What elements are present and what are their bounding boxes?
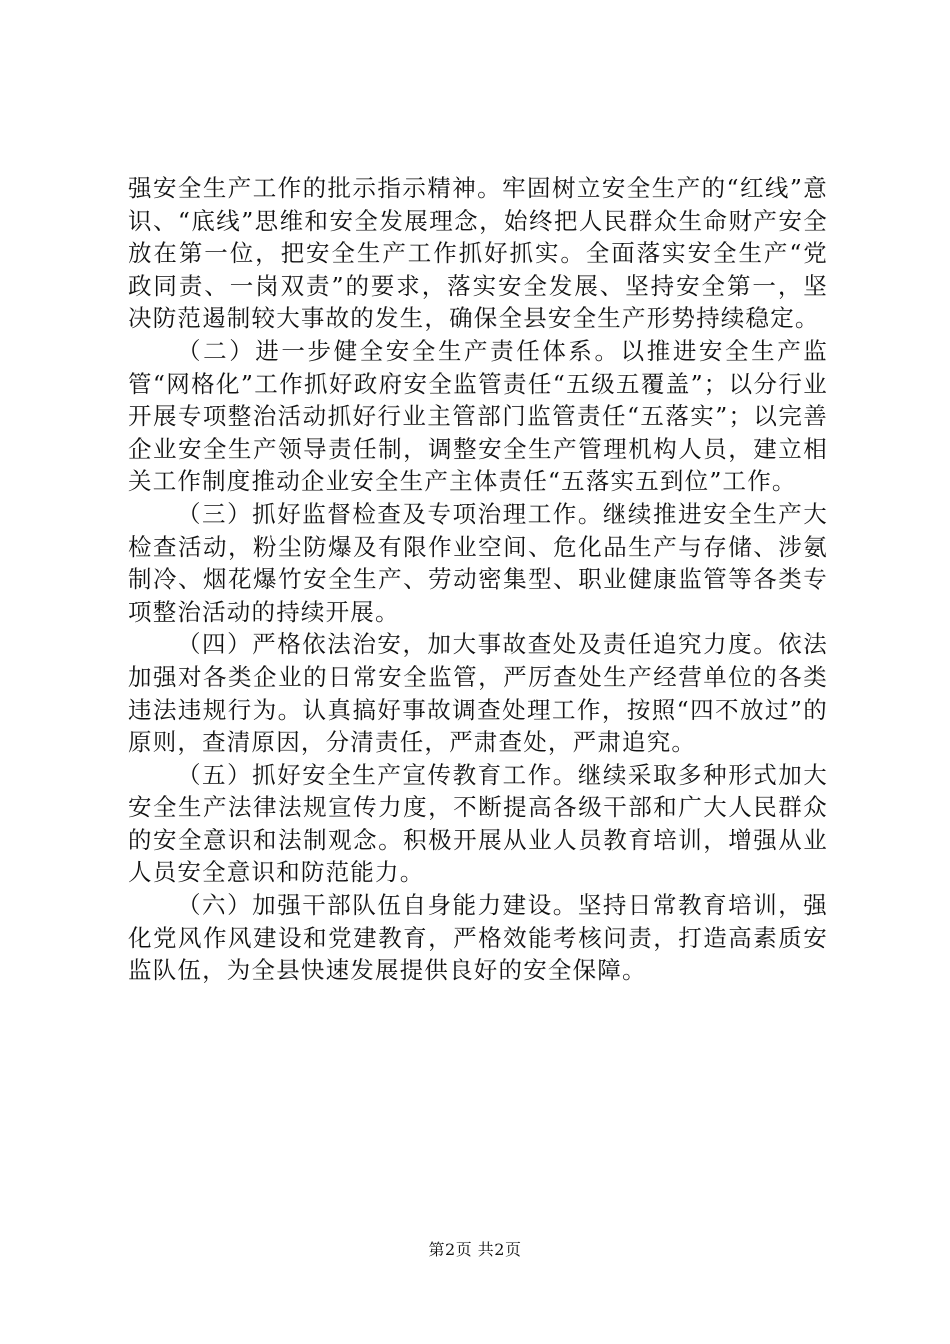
- page-number-label: 第2页 共2页: [428, 1240, 522, 1259]
- paragraph-section-5: （五）抓好安全生产宣传教育工作。继续采取多种形式加大安全生产法律法规宣传力度，不断提高各级干部和广大人民群众的安全意识和法制观念。积极开展从业人员教育培训，增强从业人员安全意识和防范能力。: [128, 760, 828, 887]
- page-footer: [0, 1240, 950, 1260]
- paragraph-section-3: （三）抓好监督检查及专项治理工作。继续推进安全生产大检查活动，粉尘防爆及有限作业空间、危化品生产与存储、涉氨制冷、烟花爆竹安全生产、劳动密集型、职业健康监管等各类专项整治活动的持续开展。: [128, 499, 828, 626]
- paragraph-section-6: （六）加强干部队伍自身能力建设。坚持日常教育培训，强化党风作风建设和党建教育，严格效能考核问责，打造高素质安监队伍，为全县快速发展提供良好的安全保障。: [128, 891, 828, 985]
- document-body: [128, 172, 828, 987]
- paragraph-continuation: 强安全生产工作的批示指示精神。牢固树立安全生产的“红线”意识、“底线”思维和安全发展理念，始终把人民群众生命财产安全放在第一位，把安全生产工作抓好抓实。全面落实安全生产“党政同责、一岗双责”的要求，落实安全发展、坚持安全第一，坚决防范遏制较大事故的发生，确保全县安全生产形势持续稳定。: [128, 174, 828, 333]
- paragraph-section-2: （二）进一步健全安全生产责任体系。以推进安全生产监管“网格化”工作抓好政府安全监管责任“五级五覆盖”；以分行业开展专项整治活动抓好行业主管部门监管责任“五落实”；以完善企业安全生产领导责任制，调整安全生产管理机构人员，建立相关工作制度推动企业安全生产主体责任“五落实五到位”工作。: [128, 336, 828, 496]
- paragraph-section-4: （四）严格依法治安，加大事故查处及责任追究力度。依法加强对各类企业的日常安全监管，严厉查处生产经营单位的各类违法违规行为。认真搞好事故调查处理工作，按照“四不放过”的原则，查清原因，分清责任，严肃查处，严肃追究。: [128, 630, 828, 757]
